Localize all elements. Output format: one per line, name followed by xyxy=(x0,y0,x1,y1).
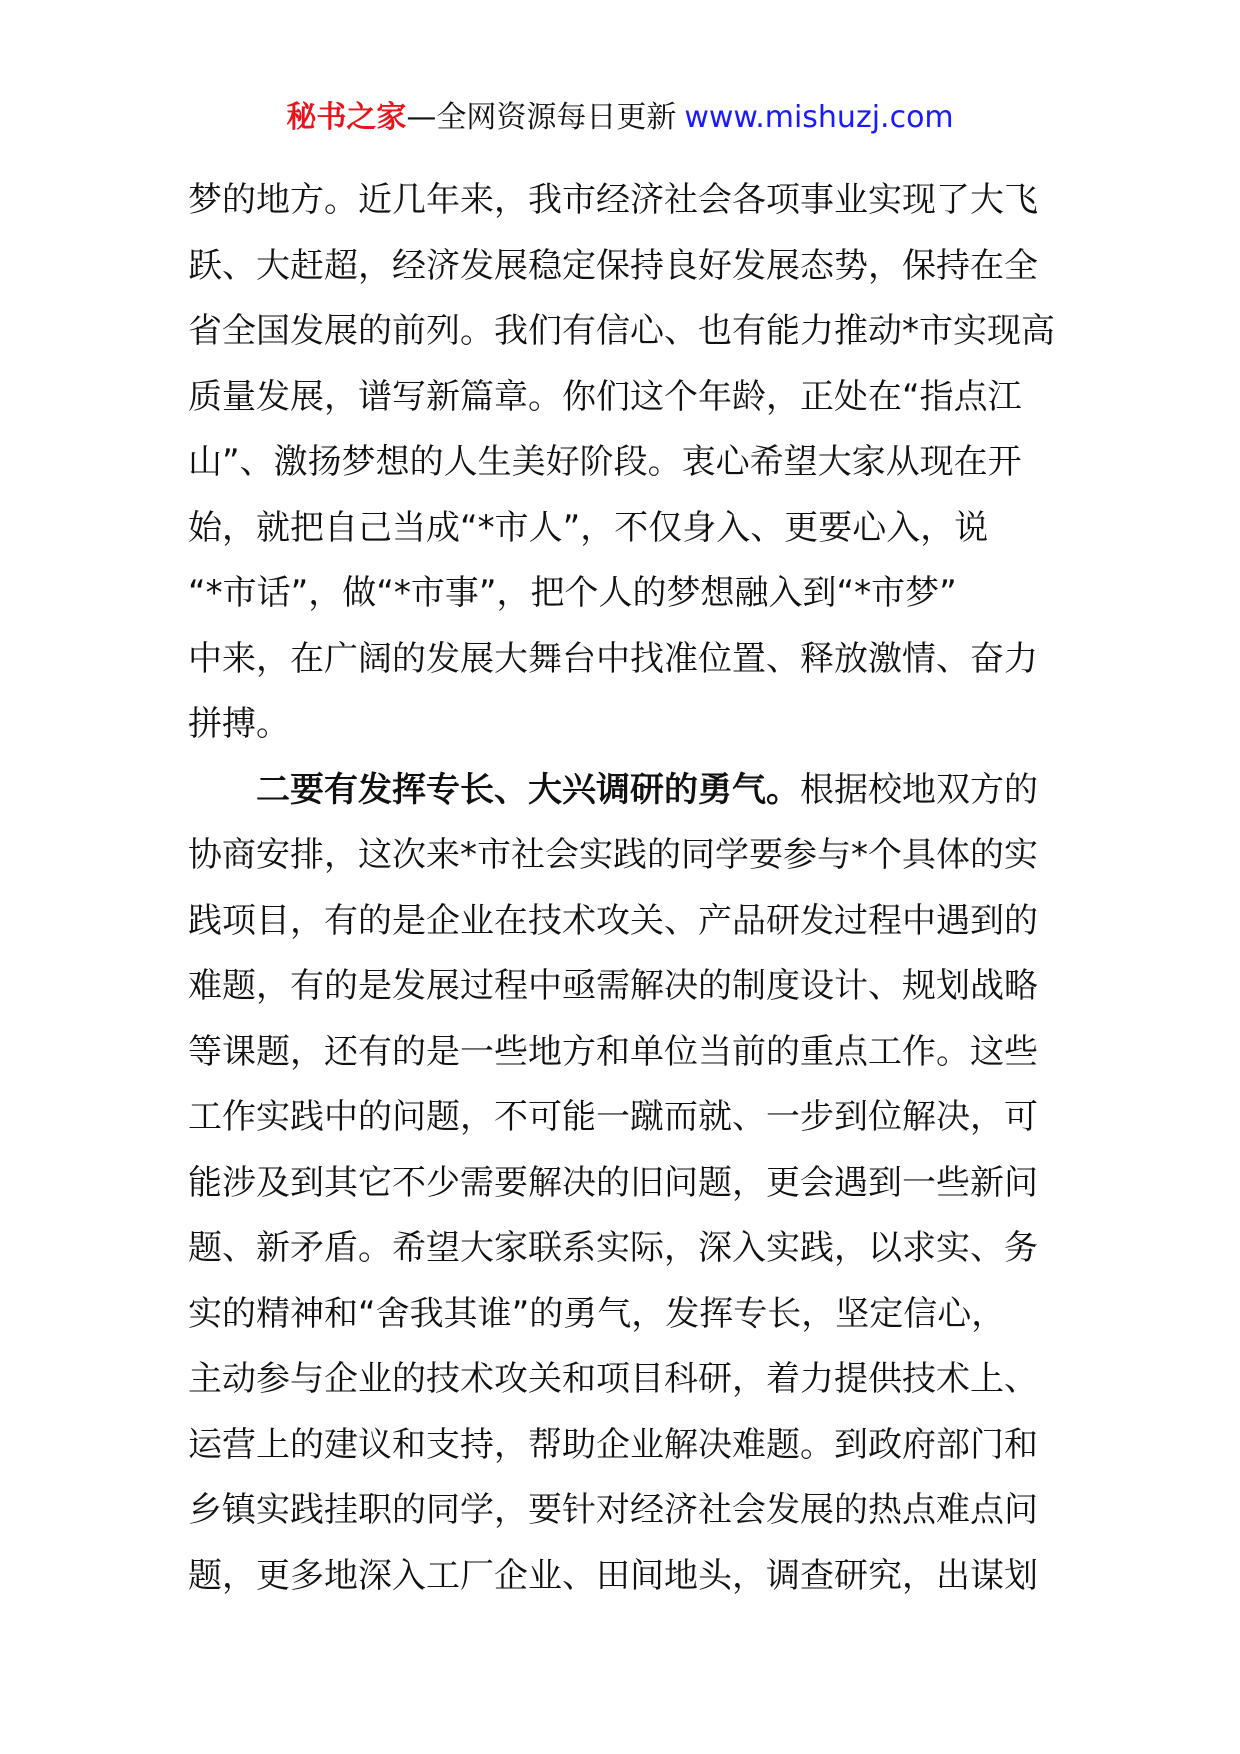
text-line: 践项目，有的是企业在技术攻关、产品研发过程中遇到的 xyxy=(188,900,1038,941)
text-line: 题、新矛盾。希望大家联系实际，深入实践，以求实、务 xyxy=(188,1228,1038,1268)
brand-name: 秘书之家 xyxy=(286,100,407,135)
text-line xyxy=(188,758,1068,824)
site-slogan: —全网资源每日更新 xyxy=(406,100,677,135)
text-line: 拼搏。 xyxy=(188,704,290,744)
text-line: 等课题，还有的是一些地方和单位当前的重点工作。这些 xyxy=(188,1031,1038,1072)
paragraph-heading: 二要有发挥专长、大兴调研的勇气。 xyxy=(256,769,800,810)
text-line: “*市话”，做“*市事”，把个人的梦想融入到“*市梦” xyxy=(188,573,957,613)
text-line: 协商安排，这次来*市社会实践的同学要参与*个具体的实 xyxy=(188,835,1038,875)
document-body xyxy=(188,168,1068,1609)
text-line: 中来，在广阔的发展大舞台中找准位置、释放激情、奋力 xyxy=(188,638,1038,679)
text-line: 题，更多地深入工厂企业、田间地头，调查研究，出谋划 xyxy=(188,1555,1038,1596)
text-line: 难题，有的是发展过程中亟需解决的制度设计、规划战略 xyxy=(188,966,1038,1006)
text-line: 实的精神和“舍我其谁”的勇气，发挥专长，坚定信心， xyxy=(188,1293,1006,1334)
paragraph-1 xyxy=(188,168,1068,758)
text-line: 运营上的建议和支持，帮助企业解决难题。到政府部门和 xyxy=(188,1424,1038,1465)
text-line: 工作实践中的问题，不可能一蹴而就、一步到位解决，可 xyxy=(188,1097,1038,1137)
text-line: 省全国发展的前列。我们有信心、也有能力推动*市实现高 xyxy=(188,311,1055,351)
text-line: 主动参与企业的技术攻关和项目科研，着力提供技术上、 xyxy=(188,1359,1038,1399)
site-header xyxy=(0,96,1240,140)
text-line: 能涉及到其它不少需要解决的旧问题，更会遇到一些新问 xyxy=(188,1162,1038,1203)
text-line: 始，就把自己当成“*市人”，不仅身入、更要心入，说 xyxy=(188,507,989,548)
text-line: 质量发展，谱写新篇章。你们这个年龄，正处在“指点江 xyxy=(188,376,1022,417)
paragraph-2 xyxy=(188,758,1068,1610)
text-line: 山”、激扬梦想的人生美好阶段。衷心希望大家从现在开 xyxy=(188,442,1022,482)
site-url-link[interactable]: www.mishuzj.com xyxy=(684,100,954,135)
text-line: 乡镇实践挂职的同学，要针对经济社会发展的热点难点问 xyxy=(188,1490,1038,1530)
text-line: 跃、大赶超，经济发展稳定保持良好发展态势，保持在全 xyxy=(188,245,1038,286)
text-line: 梦的地方。近几年来，我市经济社会各项事业实现了大飞 xyxy=(188,180,1038,220)
heading-line-rest: 根据校地双方的 xyxy=(800,769,1038,810)
